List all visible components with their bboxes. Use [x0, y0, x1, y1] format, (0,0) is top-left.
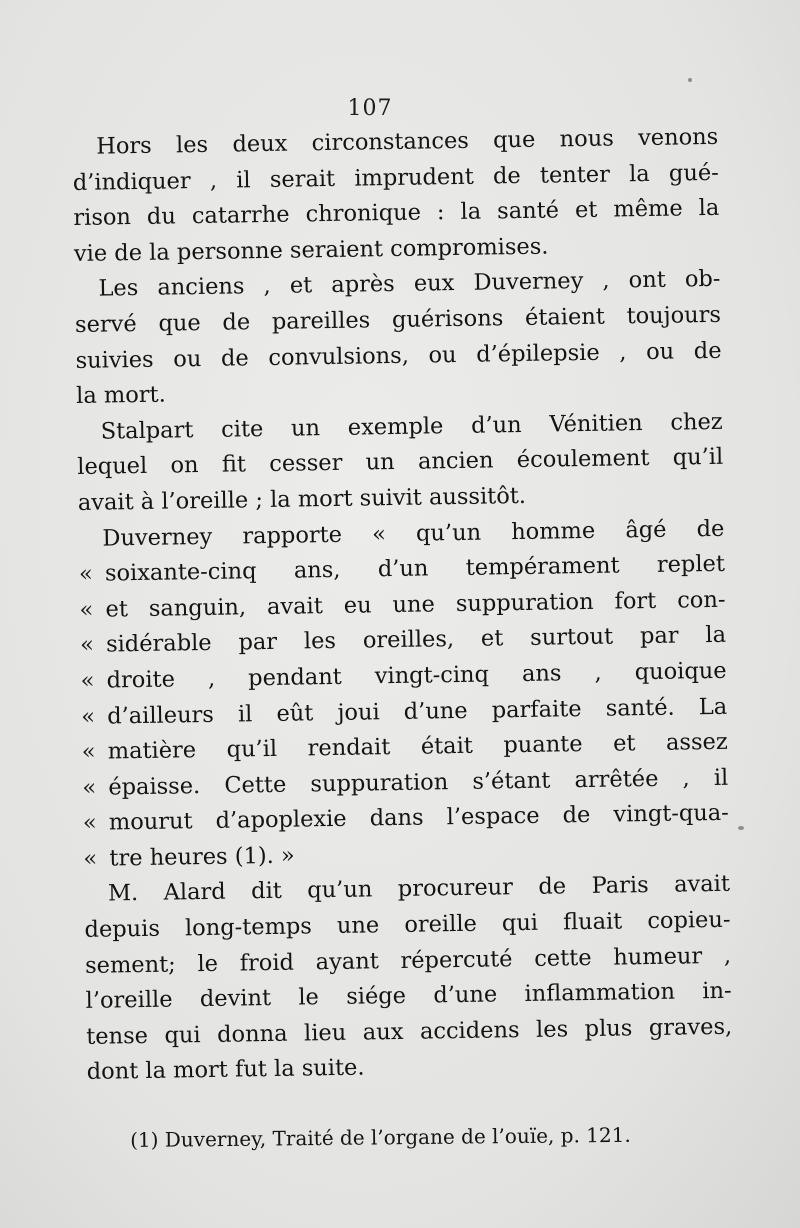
- text-line: rison du catarrhe chronique : la santé et même la: [73, 195, 720, 232]
- quote-mark: «: [79, 596, 94, 623]
- text-line: Les anciens , et après eux Duverney , ont ob-: [98, 266, 721, 302]
- quote-text: matière qu’il rendait était puante et assez: [107, 728, 728, 765]
- quote-text: droite , pendant vingt-cinq ans , quoique: [106, 657, 727, 694]
- quote-mark: «: [80, 667, 95, 694]
- text-line: servé que de pareilles guérisons étaient toujours: [74, 301, 722, 338]
- text-line: lequel on fit cesser un ancien écoulement qu’il: [77, 444, 724, 481]
- quote-text: soixante-cinq ans, d’un tempérament replet: [104, 550, 726, 587]
- paragraph-2: [74, 262, 722, 415]
- quote-text: et sanguin, avait eu une suppuration fort con-: [105, 586, 726, 623]
- ink-speck: [688, 78, 692, 82]
- quote-mark: «: [79, 632, 95, 659]
- paragraph-1: [72, 120, 720, 273]
- quote-text: mourut d’apoplexie dans l’espace de vingt-qua-: [108, 800, 730, 836]
- paragraph-5: [84, 867, 733, 1091]
- text-line: Stalpart cite un exemple d’un Vénitien chez: [100, 408, 723, 445]
- quote-text: d’ailleurs il eût joui d’une parfaite santé. La: [107, 693, 728, 730]
- text-line: sement; le froid ayant répercuté cette humeur ,: [84, 942, 732, 979]
- text-line: la mort.: [75, 381, 166, 410]
- body-text: [72, 120, 733, 1091]
- quotation-paragraph: [78, 511, 730, 877]
- quote-text: sidérable par les oreilles, et surtout par la: [105, 622, 727, 658]
- paragraph-3: [76, 405, 724, 522]
- text-line: avait à l’oreille ; la mort suivit aussitôt.: [77, 482, 527, 516]
- ink-speck: [738, 826, 744, 830]
- text-line: Hors les deux circonstances que nous venons: [96, 123, 719, 160]
- text-line: dont la mort fut la suite.: [86, 1054, 365, 1086]
- text-line: d’indiquer , il serait imprudent de tenter la gué-: [72, 159, 719, 196]
- quote-text: tre heures (1). »: [109, 842, 295, 872]
- quote-mark: «: [83, 845, 98, 872]
- quote-mark: «: [82, 809, 97, 837]
- text-line: Duverney rapporte « qu’un homme âgé de: [102, 515, 725, 552]
- quote-mark: «: [82, 774, 97, 801]
- text-line: suivies ou de convulsions, ou d’épilepsie , ou de: [75, 337, 722, 374]
- text-line: depuis long-temps une oreille qui fluait copieu-: [84, 906, 731, 943]
- page-number: 107: [347, 96, 393, 121]
- quote-mark: «: [81, 738, 96, 766]
- quote-text: épaisse. Cette suppuration s’étant arrêtée , il: [108, 764, 729, 801]
- quote-mark: «: [81, 703, 96, 730]
- footnote: (1) Duverney, Traité de l’organe de l’ouïe, p. 121.: [130, 1122, 631, 1152]
- text-line: tense qui donna lieu aux accidens les plus graves,: [86, 1013, 733, 1050]
- text-line: M. Alard dit qu’un procureur de Paris avait: [107, 871, 731, 907]
- text-line: l’oreille devint le siége d’une inflammation in-: [85, 977, 732, 1015]
- quote-mark: «: [78, 560, 93, 588]
- text-line: vie de la personne seraient compromises.: [73, 233, 549, 267]
